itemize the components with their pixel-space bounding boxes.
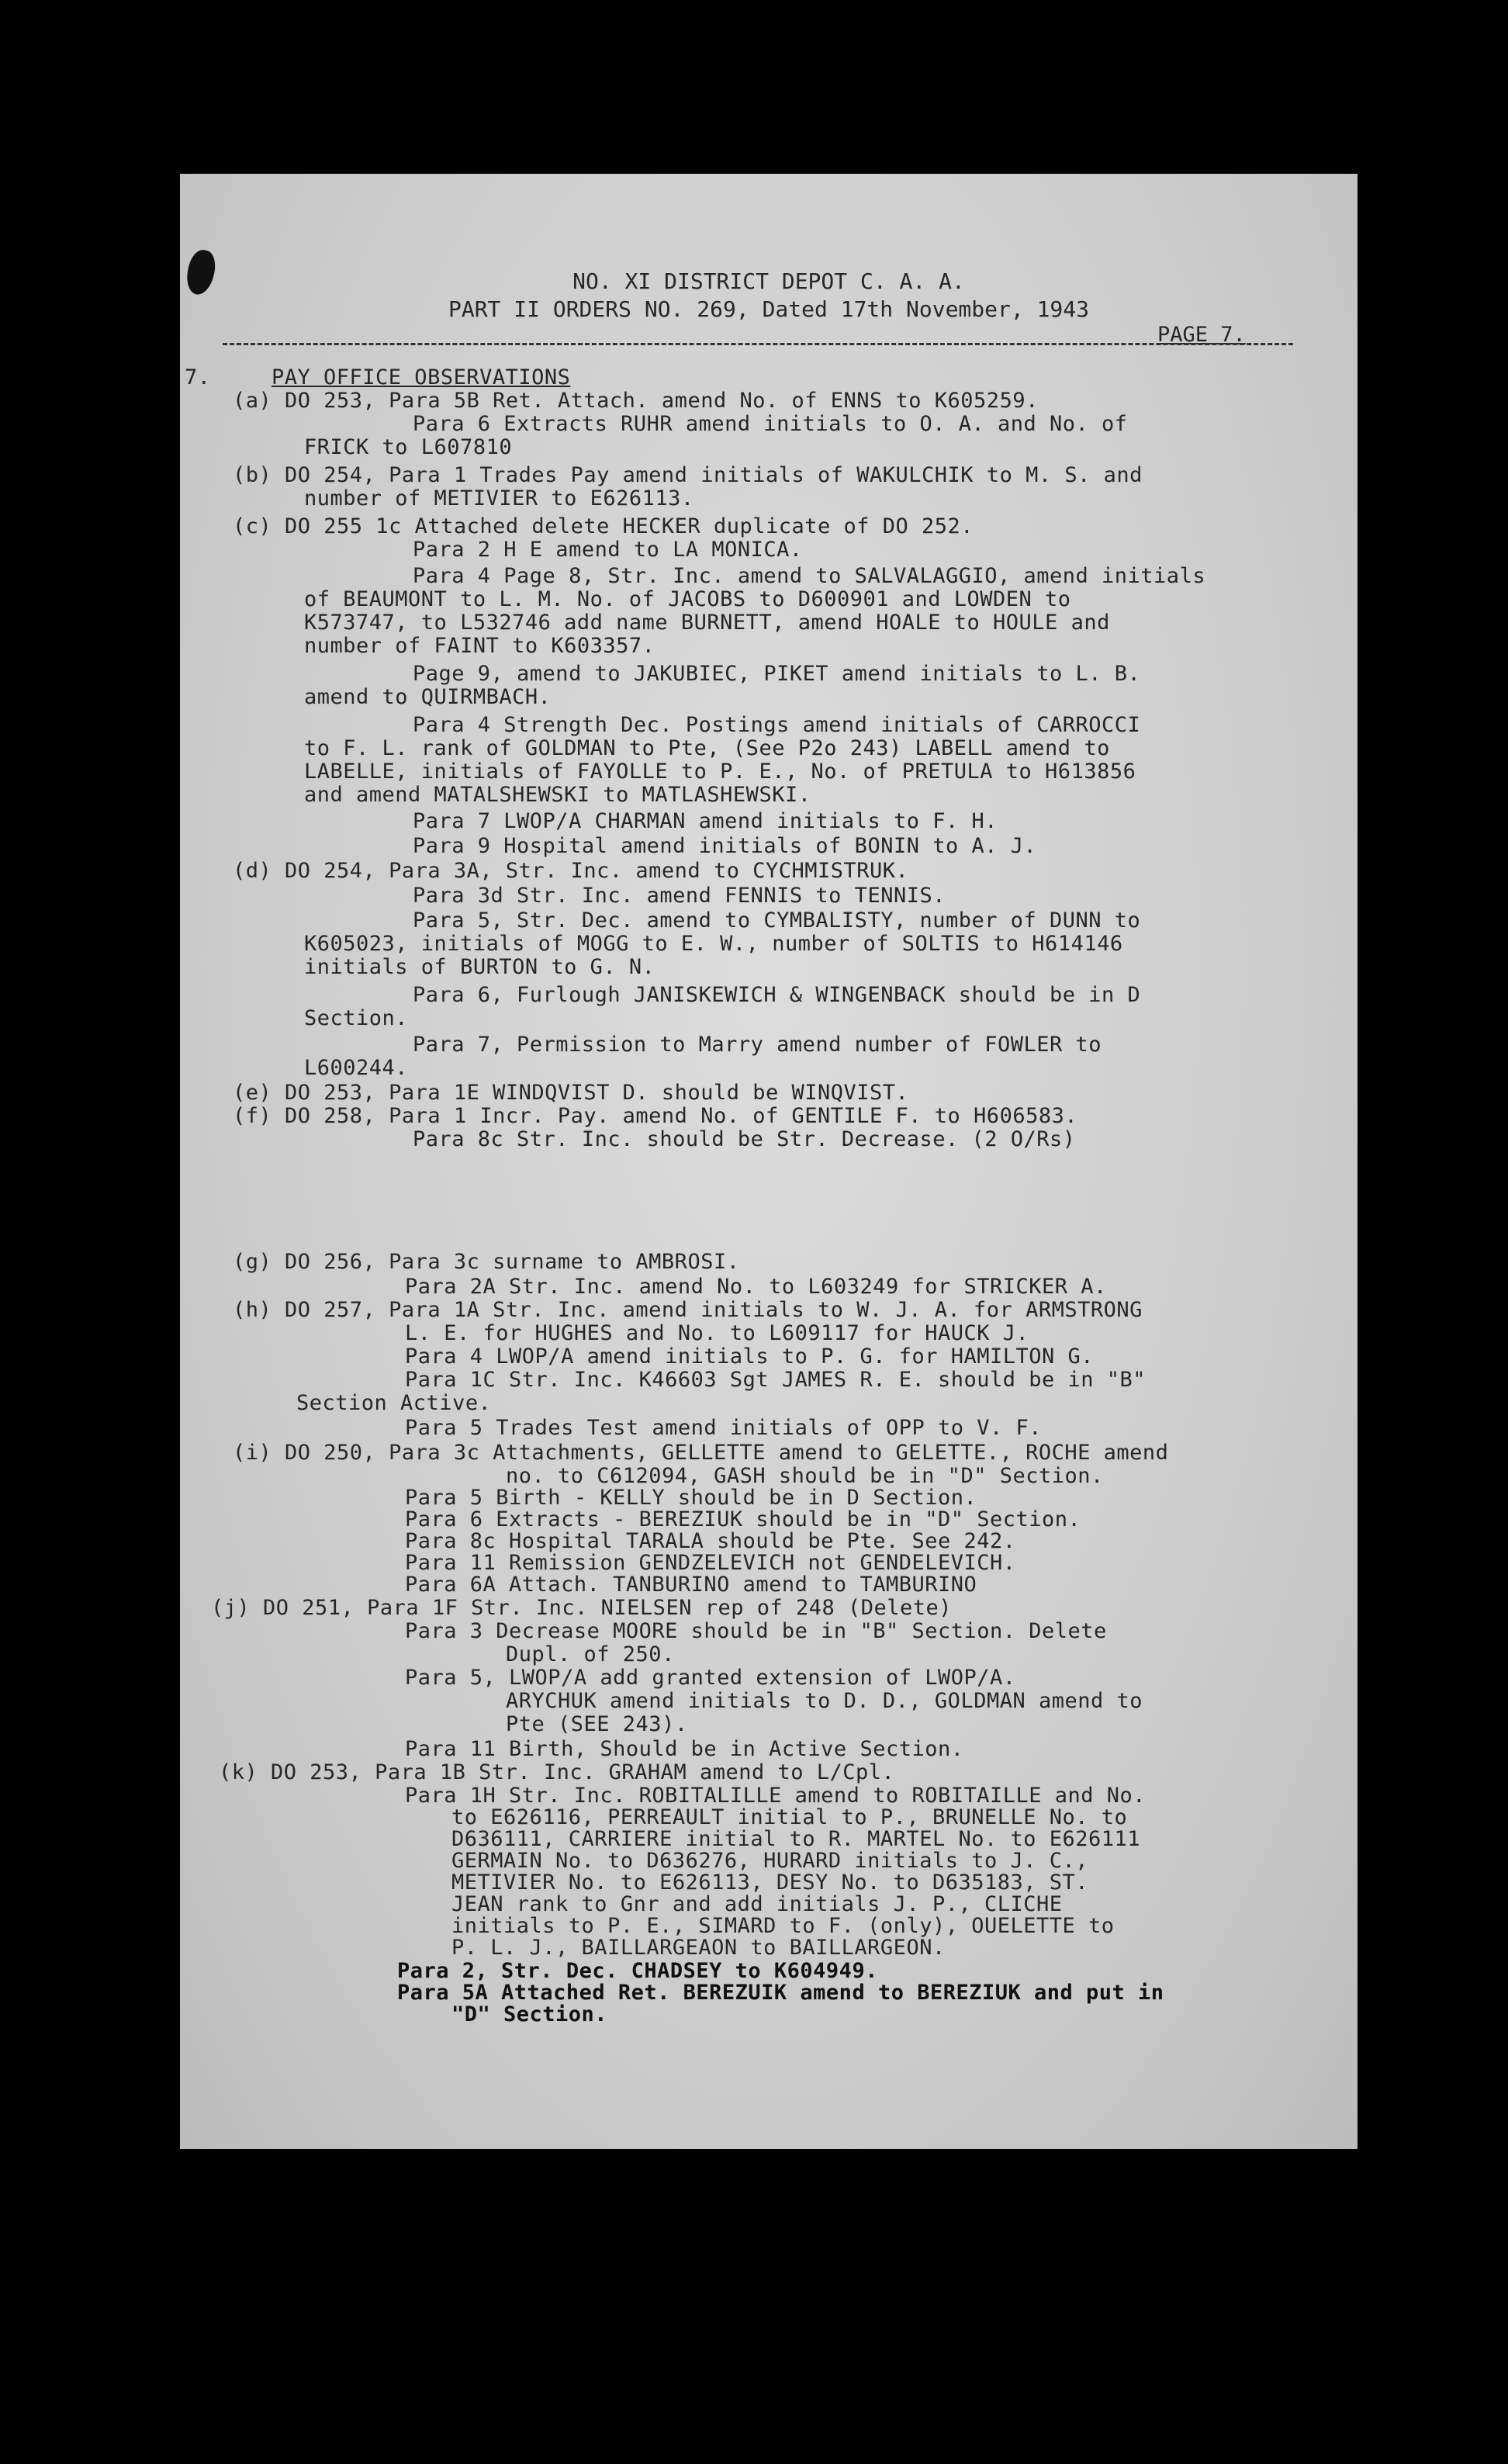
text-line: L. E. for HUGHES and No. to L609117 for HAUCK J. (405, 1321, 1029, 1345)
text-line: Para 11 Birth, Should be in Active Section. (405, 1737, 964, 1761)
text-line: P. L. J., BAILLARGEAON to BAILLARGEON. (451, 1936, 946, 1960)
text-line: (k) DO 253, Para 1B Str. Inc. GRAHAM amend to L/Cpl. (219, 1760, 895, 1784)
text-line: Para 7 LWOP/A CHARMAN amend initials to F. H. (413, 809, 998, 833)
text-line: (d) DO 254, Para 3A, Str. Inc. amend to CYCHMISTRUK. (233, 859, 909, 883)
text-line: Para 2, Str. Dec. CHADSEY to K604949. (397, 1959, 878, 1983)
text-line: (f) DO 258, Para 1 Incr. Pay. amend No. of GENTILE F. to H606583. (233, 1104, 1078, 1128)
text-line: K573747, to L532746 add name BURNETT, amend HOALE to HOULE and (304, 611, 1110, 635)
text-line: of BEAUMONT to L. M. No. of JACOBS to D600901 and LOWDEN to (304, 587, 1071, 611)
section-number: 7. (185, 365, 211, 389)
text-line: (i) DO 250, Para 3c Attachments, GELLETTE amend to GELETTE., ROCHE amend (233, 1441, 1169, 1465)
text-line: Section. (304, 1006, 409, 1030)
text-line: (j) DO 251, Para 1F Str. Inc. NIELSEN rep of 248 (Delete) (211, 1596, 953, 1620)
text-line: (c) DO 255 1c Attached delete HECKER duplicate of DO 252. (233, 514, 974, 538)
text-line: Para 4 LWOP/A amend initials to P. G. for HAMILTON G. (405, 1344, 1095, 1369)
text-line: amend to QUIRMBACH. (304, 685, 552, 709)
text-line: K605023, initials of MOGG to E. W., number of SOLTIS to H614146 (304, 932, 1123, 956)
text-line: Para 5, Str. Dec. amend to CYMBALISTY, number of DUNN to (413, 908, 1141, 933)
text-line: Para 1C Str. Inc. K46603 Sgt JAMES R. E. should be in "B" (405, 1368, 1147, 1392)
text-line: Para 6, Furlough JANISKEWICH & WINGENBACK should be in D (413, 983, 1141, 1007)
text-line: D636111, CARRIERE initial to R. MARTEL No. to E626111 (451, 1827, 1141, 1851)
text-line: Para 5 Trades Test amend initials of OPP to V. F. (405, 1416, 1043, 1440)
text-line: to E626116, PERREAULT initial to P., BRUNELLE No. to (451, 1805, 1128, 1829)
text-line: Para 6A Attach. TANBURINO amend to TAMBURINO (405, 1573, 977, 1597)
text-line: JEAN rank to Gnr and add initials J. P., CLICHE (451, 1892, 1063, 1916)
text-line: Para 11 Remission GENDZELEVICH not GENDELEVICH. (405, 1551, 1016, 1575)
page-number: PAGE 7. (1157, 323, 1246, 347)
text-line: Para 5 Birth - KELLY should be in D Section. (405, 1486, 977, 1510)
text-line: (e) DO 253, Para 1E WINDQVIST D. should be WINQVIST. (233, 1081, 909, 1105)
text-line: initials to P. E., SIMARD to F. (only), OUELETTE to (451, 1914, 1115, 1938)
text-line: Pte (SEE 243). (506, 1712, 688, 1736)
text-line: number of FAINT to K603357. (304, 634, 655, 658)
text-line: Para 3d Str. Inc. amend FENNIS to TENNIS. (413, 884, 946, 908)
text-line: LABELLE, initials of FAYOLLE to P. E., No. of PRETULA to H613856 (304, 760, 1136, 784)
text-line: Para 4 Page 8, Str. Inc. amend to SALVALAGGIO, amend initials (413, 564, 1206, 588)
text-line: Para 4 Strength Dec. Postings amend initials of CARROCCI (413, 713, 1141, 737)
text-line: ARYCHUK amend initials to D. D., GOLDMAN amend to (506, 1689, 1143, 1713)
text-line: Dupl. of 250. (506, 1642, 675, 1666)
text-line: Para 5, LWOP/A add granted extension of LWOP/A. (405, 1666, 1016, 1690)
text-line: Para 5A Attached Ret. BEREZUIK amend to BEREZIUK and put in (397, 1981, 1164, 2005)
text-line: Para 9 Hospital amend initials of BONIN to A. J. (413, 834, 1037, 858)
text-line: (h) DO 257, Para 1A Str. Inc. amend initials to W. J. A. for ARMSTRONG (233, 1298, 1143, 1322)
text-line: Para 2A Str. Inc. amend No. to L603249 for STRICKER A. (405, 1275, 1107, 1299)
text-line: number of METIVIER to E626113. (304, 486, 694, 510)
text-line: Para 8c Str. Inc. should be Str. Decrease. (2 O/Rs) (413, 1127, 1076, 1151)
header-orders-line: PART II ORDERS NO. 269, Dated 17th November, 1943 (448, 296, 1089, 322)
text-line: Para 3 Decrease MOORE should be in "B" Section. Delete (405, 1619, 1107, 1643)
text-line: METIVIER No. to E626113, DESY No. to D635183, ST. (451, 1870, 1089, 1895)
text-line: Section Active. (296, 1391, 492, 1415)
text-line: Para 8c Hospital TARALA should be Pte. See 242. (405, 1529, 1016, 1553)
document-page (180, 174, 1358, 2149)
text-line: (a) DO 253, Para 5B Ret. Attach. amend No. of ENNS to K605259. (233, 389, 1039, 413)
section-title: PAY OFFICE OBSERVATIONS (272, 365, 571, 389)
text-line: Para 2 H E amend to LA MONICA. (413, 538, 803, 562)
text-line: Para 6 Extracts - BEREZIUK should be in "D" Section. (405, 1507, 1081, 1531)
text-line: Para 7, Permission to Marry amend number of FOWLER to (413, 1033, 1102, 1057)
text-line: (b) DO 254, Para 1 Trades Pay amend initials of WAKULCHIK to M. S. and (233, 463, 1143, 487)
document-body (180, 174, 1358, 2026)
text-line: Para 6 Extracts RUHR amend initials to O. A. and No. of (413, 412, 1128, 436)
text-line: Para 1H Str. Inc. ROBITALILLE amend to ROBITAILLE and No. (405, 1784, 1147, 1808)
header-title: NO. XI DISTRICT DEPOT C. A. A. (572, 268, 965, 294)
text-line: and amend MATALSHEWSKI to MATLASHEWSKI. (304, 783, 811, 807)
text-line: no. to C612094, GASH should be in "D" Section. (506, 1464, 1104, 1488)
text-line: (g) DO 256, Para 3c surname to AMBROSI. (233, 1250, 740, 1274)
text-line: L600244. (304, 1056, 409, 1080)
text-line: Page 9, amend to JAKUBIEC, PIKET amend initials to L. B. (413, 662, 1141, 686)
text-line: GERMAIN No. to D636276, HURARD initials to J. C., (451, 1849, 1089, 1873)
text-line: to F. L. rank of GOLDMAN to Pte, (See P2o 243) LABELL amend to (304, 736, 1110, 760)
text-line: "D" Section. (451, 2002, 608, 2026)
text-line: FRICK to L607810 (304, 435, 513, 459)
text-line: initials of BURTON to G. N. (304, 955, 655, 979)
